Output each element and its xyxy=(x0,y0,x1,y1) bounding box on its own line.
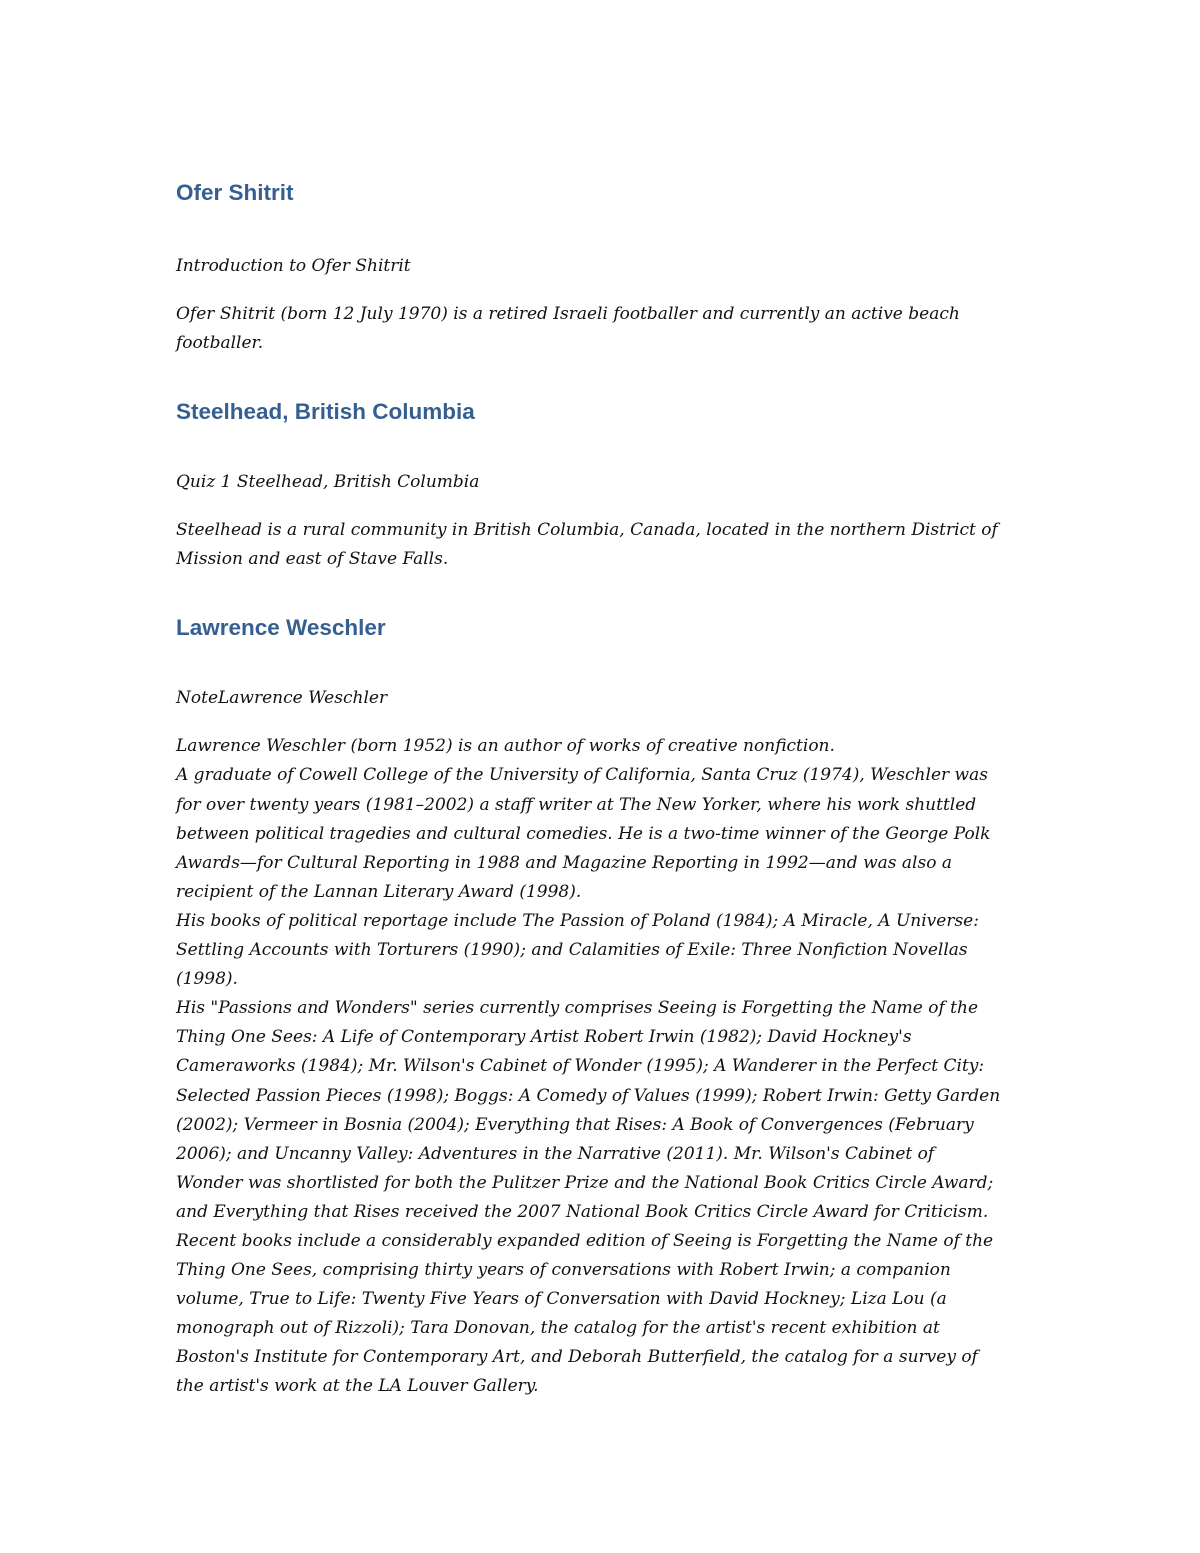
section-heading-ofer-shitrit: Ofer Shitrit xyxy=(176,180,294,205)
paragraph-line: the artist's work at the LA Louver Gallery. xyxy=(176,1376,539,1397)
paragraph-line: Recent books include a considerably expanded edition of Seeing is Forgetting the Name of the xyxy=(176,1230,994,1251)
paragraph-line: Wonder was shortlisted for both the Pulitzer Prize and the National Book Critics Circle Award; xyxy=(176,1172,994,1193)
paragraph-line: Steelhead is a rural community in British Columbia, Canada, located in the northern District of xyxy=(176,520,998,541)
paragraph-line: (1998). xyxy=(176,969,238,990)
paragraph-line: Selected Passion Pieces (1998); Boggs: A Comedy of Values (1999); Robert Irwin: Getty Garden xyxy=(176,1085,1001,1106)
paragraph-line: His "Passions and Wonders" series currently comprises Seeing is Forgetting the Name of the xyxy=(176,998,979,1019)
document-body xyxy=(176,178,1026,1402)
paragraph-line: Thing One Sees: A Life of Contemporary Artist Robert Irwin (1982); David Hockney's xyxy=(176,1027,912,1048)
paragraph-line: Thing One Sees, comprising thirty years of conversations with Robert Irwin; a companion xyxy=(176,1260,951,1281)
paragraph-line: (2002); Vermeer in Bosnia (2004); Everything that Rises: A Book of Convergences (February xyxy=(176,1114,974,1135)
section-paragraph-ofer-shitrit xyxy=(176,300,1026,358)
section-heading-lawrence-weschler: Lawrence Weschler xyxy=(176,615,386,641)
paragraph-line: His books of political reportage include The Passion of Poland (1984); A Miracle, A Universe: xyxy=(176,910,979,931)
paragraph-line: Boston's Institute for Contemporary Art, and Deborah Butterfield, the catalog for a survey of xyxy=(176,1347,978,1368)
paragraph-line: 2006); and Uncanny Valley: Adventures in the Narrative (2011). Mr. Wilson's Cabinet of xyxy=(176,1143,935,1164)
section-subheading-steelhead: Quiz 1 Steelhead, British Columbia xyxy=(176,472,480,493)
paragraph-line: volume, True to Life: Twenty Five Years of Conversation with David Hockney; Liza Lou (a xyxy=(176,1289,947,1310)
section-paragraph-lawrence-weschler xyxy=(176,732,1026,1401)
section-subheading-ofer-shitrit: Introduction to Ofer Shitrit xyxy=(176,256,411,276)
paragraph-line: monograph out of Rizzoli); Tara Donovan, the catalog for the artist's recent exhibition at xyxy=(176,1318,940,1339)
paragraph-line: Ofer Shitrit (born 12 July 1970) is a retired Israeli footballer and currently an active beach xyxy=(176,304,960,324)
paragraph-line: Cameraworks (1984); Mr. Wilson's Cabinet of Wonder (1995); A Wanderer in the Perfect City: xyxy=(176,1056,985,1077)
paragraph-line: Settling Accounts with Torturers (1990); and Calamities of Exile: Three Nonfiction Novellas xyxy=(176,940,968,961)
section-paragraph-steelhead xyxy=(176,516,1026,574)
paragraph-line: between political tragedies and cultural comedies. He is a two-time winner of the George Polk xyxy=(176,823,991,844)
paragraph-line: Awards—for Cultural Reporting in 1988 and Magazine Reporting in 1992—and was also a xyxy=(176,852,952,873)
paragraph-line: and Everything that Rises received the 2007 National Book Critics Circle Award for Criticism. xyxy=(176,1201,989,1222)
section-heading-steelhead: Steelhead, British Columbia xyxy=(176,399,475,425)
paragraph-line: recipient of the Lannan Literary Award (1998). xyxy=(176,881,582,902)
paragraph-line: footballer. xyxy=(176,333,264,354)
paragraph-line: for over twenty years (1981–2002) a staff writer at The New Yorker, where his work shuttled xyxy=(176,794,977,815)
paragraph-line: Mission and east of Stave Falls. xyxy=(176,549,449,570)
section-subheading-lawrence-weschler: NoteLawrence Weschler xyxy=(176,688,388,709)
paragraph-line: Lawrence Weschler (born 1952) is an author of works of creative nonfiction. xyxy=(176,736,835,757)
paragraph-line: A graduate of Cowell College of the University of California, Santa Cruz (1974), Weschler was xyxy=(176,765,988,786)
